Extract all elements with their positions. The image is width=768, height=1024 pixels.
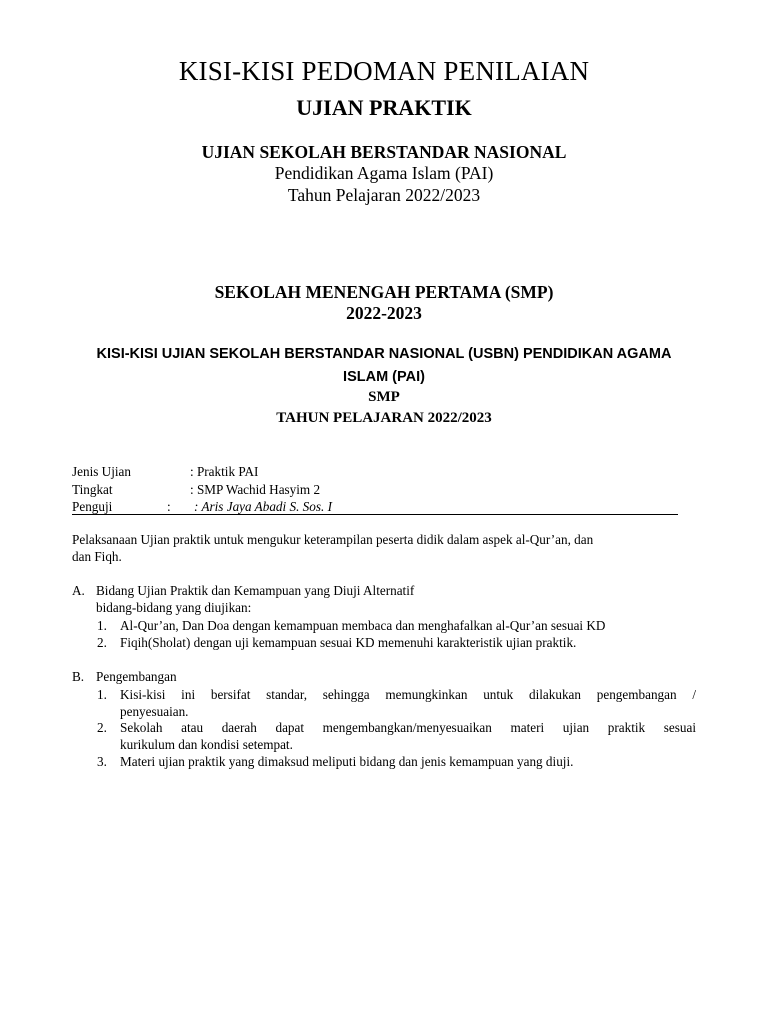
info-value: : Aris Jaya Abadi S. Sos. I: [194, 499, 332, 514]
info-value: : Praktik PAI: [190, 464, 259, 479]
section-b-item-number: 3.: [97, 754, 107, 769]
kisi-heading-line2: ISLAM (PAI): [343, 369, 425, 385]
academic-years: 2022-2023: [346, 303, 422, 323]
section-b-item-line: kurikulum dan kondisi setempat.: [120, 737, 293, 752]
section-a-item-text: Fiqih(Sholat) dengan uji kemampuan sesuai KD memenuhi karakteristik ujian praktik.: [120, 635, 577, 650]
info-separator: :: [167, 499, 171, 514]
school-level: SEKOLAH MENENGAH PERTAMA (SMP): [214, 282, 554, 302]
section-b-title: Pengembangan: [96, 669, 177, 684]
section-b-item-number: 2.: [97, 720, 107, 735]
section-a-title: Bidang Ujian Praktik dan Kemampuan yang Diuji Alternatif: [96, 583, 415, 598]
intro-line1: Pelaksanaan Ujian praktik untuk mengukur keterampilan peserta didik dalam aspek al-Qur’an, dan: [72, 532, 594, 547]
section-b-item-line: Materi ujian praktik yang dimaksud meliputi bidang dan jenis kemampuan yang diuji.: [120, 754, 574, 769]
section-b-item-number: 1.: [97, 687, 107, 702]
school-year-caps: TAHUN PELAJARAN 2022/2023: [276, 410, 492, 426]
info-label: Tingkat: [72, 482, 113, 497]
section-b-item-line: Sekolah atau daerah dapat mengembangkan/menyesuaikan materi ujian praktik sesuai: [120, 720, 696, 735]
section-a-subtitle: bidang-bidang yang diujikan:: [96, 600, 252, 615]
info-label: Jenis Ujian: [72, 464, 131, 479]
document-subtitle: UJIAN PRAKTIK: [296, 95, 472, 120]
info-row-jenis-ujian: [72, 463, 682, 481]
info-label: Penguji: [72, 499, 113, 514]
info-value: : SMP Wachid Hasyim 2: [190, 482, 321, 497]
section-a-item-text: Al-Qur’an, Dan Doa dengan kemampuan membaca dan menghafalkan al-Qur’an sesuai KD: [120, 618, 606, 633]
section-a-item-number: 1.: [97, 618, 107, 633]
section-b-item-line: penyesuaian.: [120, 704, 189, 719]
info-row-tingkat: [72, 481, 682, 499]
section-a-marker: A.: [72, 583, 85, 598]
info-divider: [72, 514, 678, 515]
section-a-item-number: 2.: [97, 635, 107, 650]
section-b-item-line: Kisi-kisi ini bersifat standar, sehingga memungkinkan untuk dilakukan pengembangan /: [120, 687, 696, 702]
document-title: KISI-KISI PEDOMAN PENILAIAN: [178, 56, 590, 86]
school-year: Tahun Pelajaran 2022/2023: [287, 185, 481, 205]
intro-line2: dan Fiqh.: [72, 549, 122, 564]
section-b-marker: B.: [72, 669, 85, 684]
exam-name: UJIAN SEKOLAH BERSTANDAR NASIONAL: [201, 142, 567, 162]
kisi-heading-line1: KISI-KISI UJIAN SEKOLAH BERSTANDAR NASIONAL (USBN) PENDIDIKAN AGAMA: [96, 346, 672, 362]
subject-name: Pendidikan Agama Islam (PAI): [274, 163, 494, 183]
level-short: SMP: [368, 389, 400, 405]
